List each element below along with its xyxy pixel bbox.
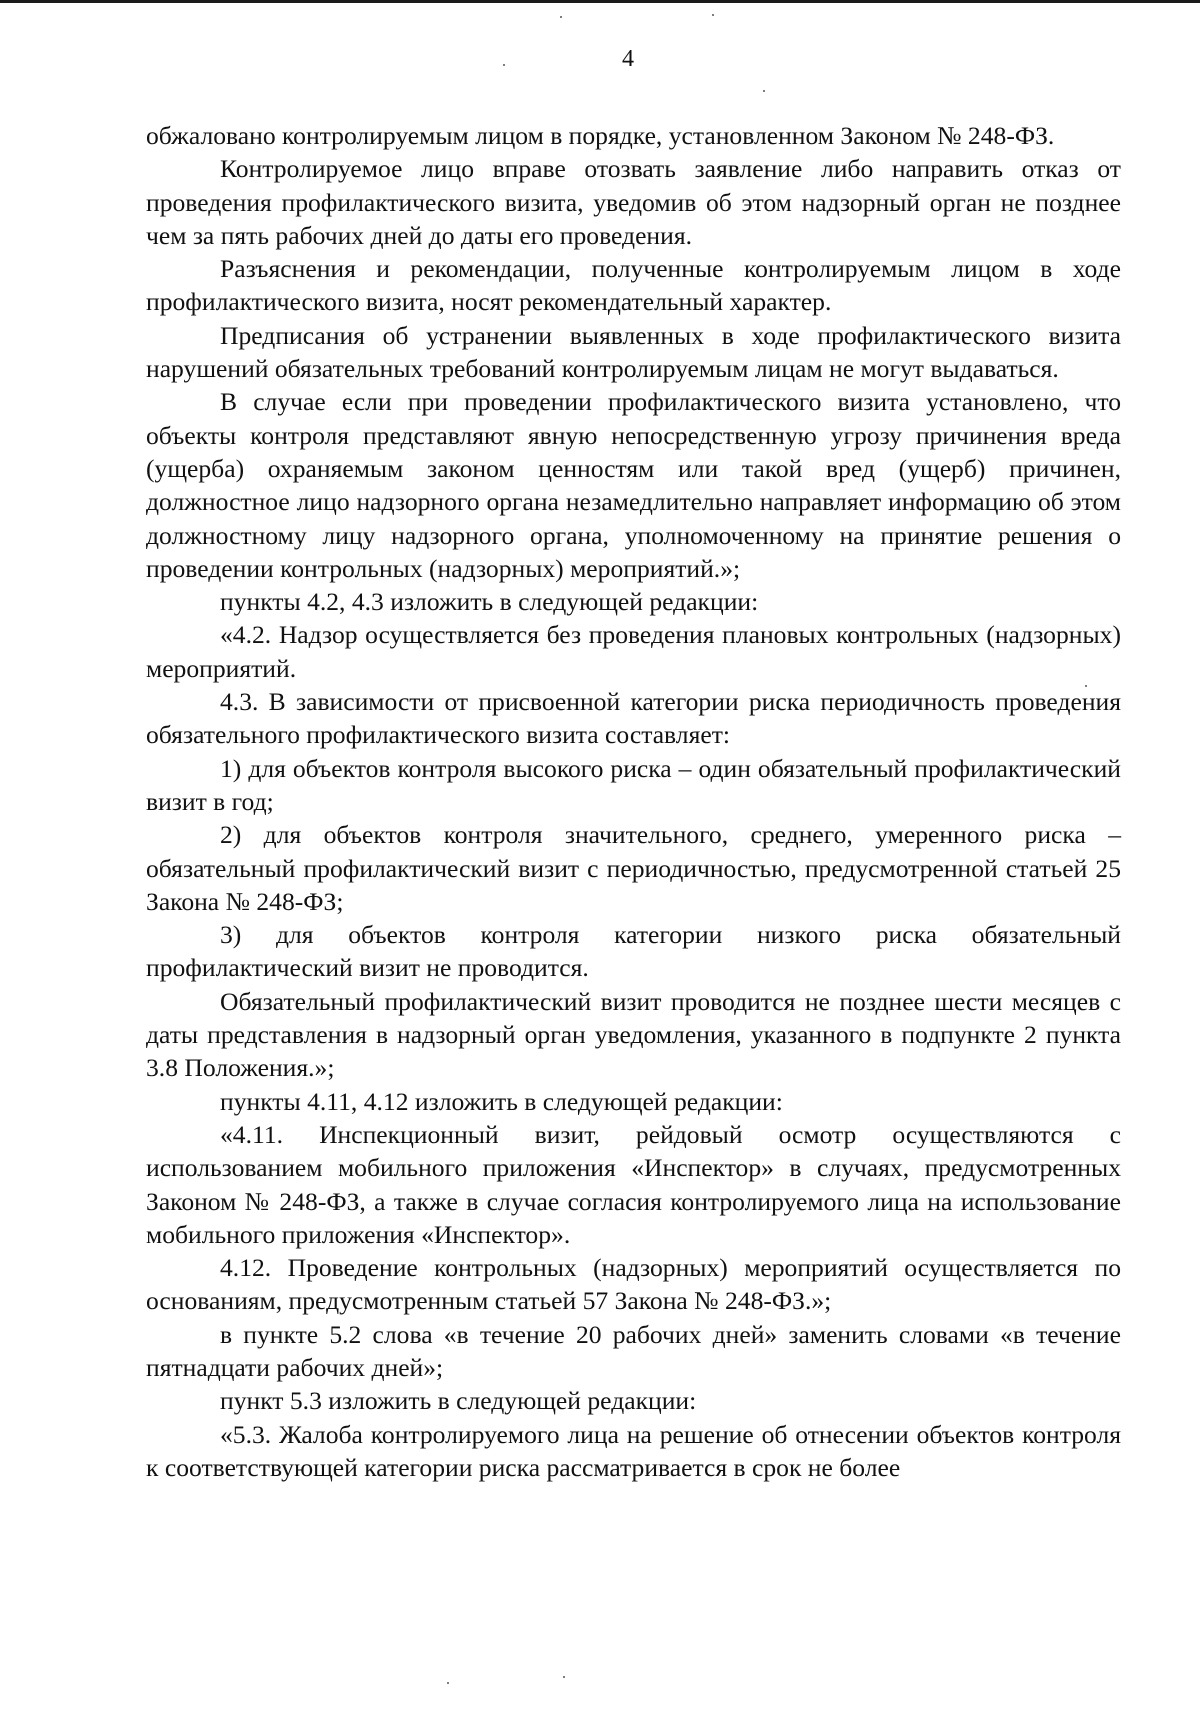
paragraph-item-4-2: «4.2. Надзор осуществляется без проведения плановых контрольных (надзорных) мероприятий.	[146, 620, 1121, 683]
scan-speck	[763, 90, 765, 92]
scan-top-edge	[0, 0, 1200, 3]
scan-speck	[503, 64, 505, 66]
paragraph-item-4-12: 4.12. Проведение контрольных (надзорных) мероприятий осуществляется по основаниям, предусмотренным статьей 57 Закона № 248-ФЗ.»;	[146, 1253, 1121, 1316]
paragraph-subitem-1: 1) для объектов контроля высокого риска – один обязательный профилактический визит в год;	[146, 753, 1121, 816]
paragraph-continuation: обжаловано контролируемым лицом в порядке, установленном Законом № 248-ФЗ.	[146, 121, 1055, 150]
scan-speck	[712, 14, 714, 16]
paragraph-item-5-3: «5.3. Жалоба контролируемого лица на решение об отнесении объектов контроля к соответствующей категории риска рассматривается в срок не более	[146, 1419, 1121, 1482]
scan-speck	[560, 16, 562, 18]
paragraph-amend-5-3: пункт 5.3 изложить в следующей редакции:	[220, 1386, 697, 1416]
scan-speck	[563, 1676, 565, 1678]
paragraph-prescriptions: Предписания об устранении выявленных в ходе профилактического визита нарушений обязательных требований контролируемым лицам не могут выдаваться.	[146, 320, 1121, 384]
paragraph-amend-5-2: в пункте 5.2 слова «в течение 20 рабочих дней» заменить словами «в течение пятнадцати рабочих дней»;	[146, 1319, 1121, 1382]
scan-speck	[447, 1682, 449, 1684]
paragraph-amend-4-2-4-3: пункты 4.2, 4.3 изложить в следующей редакции:	[220, 587, 759, 617]
paragraph-subitem-2: 2) для объектов контроля значительного, среднего, умеренного риска – обязательный профилактический визит с периодичностью, предусмотренной статьей 25 Закона № 248-ФЗ;	[146, 820, 1121, 916]
page-number: 4	[622, 46, 634, 72]
document-body	[146, 119, 1121, 1484]
paragraph-subitem-3: 3) для объектов контроля категории низкого риска обязательный профилактический визит не проводится.	[146, 920, 1121, 983]
paragraph-amend-4-11-4-12: пункты 4.11, 4.12 изложить в следующей редакции:	[220, 1086, 783, 1116]
paragraph-mandatory-visit: Обязательный профилактический визит проводится не позднее шести месяцев с даты представления в надзорный орган уведомления, указанного в подпункте 2 пункта 3.8 Положения.»;	[146, 986, 1121, 1083]
scan-speck	[1085, 685, 1087, 687]
paragraph-withdrawal: Контролируемое лицо вправе отозвать заявление либо направить отказ от проведения профилактического визита, уведомив об этом надзорный орган не позднее чем за пять рабочих дней до даты его проведения.	[146, 154, 1121, 250]
paragraph-item-4-3: 4.3. В зависимости от присвоенной категории риска периодичность проведения обязательного профилактического визита составляет:	[146, 687, 1121, 750]
paragraph-clarifications: Разъяснения и рекомендации, полученные контролируемым лицом в ходе профилактического визита, носят рекомендательный характер.	[146, 254, 1121, 317]
paragraph-threat-case: В случае если при проведении профилактического визита установлено, что объекты контроля представляют явную непосредственную угрозу причинения вреда (ущерба) охраняемым законом ценностям или такой вред (ущерб) причинен, должностное лицо надзорного органа незамедлительно направляет информацию об этом должностному лицу надзорного органа, уполномоченному на принятие решения о проведении контрольных (надзорных) мероприятий.»;	[146, 387, 1121, 583]
paragraph-item-4-11: «4.11. Инспекционный визит, рейдовый осмотр осуществляются с использованием мобильного приложения «Инспектор» в случаях, предусмотренных Законом № 248-ФЗ, а также в случае согласия контролируемого лица на использование мобильного приложения «Инспектор».	[146, 1119, 1121, 1249]
